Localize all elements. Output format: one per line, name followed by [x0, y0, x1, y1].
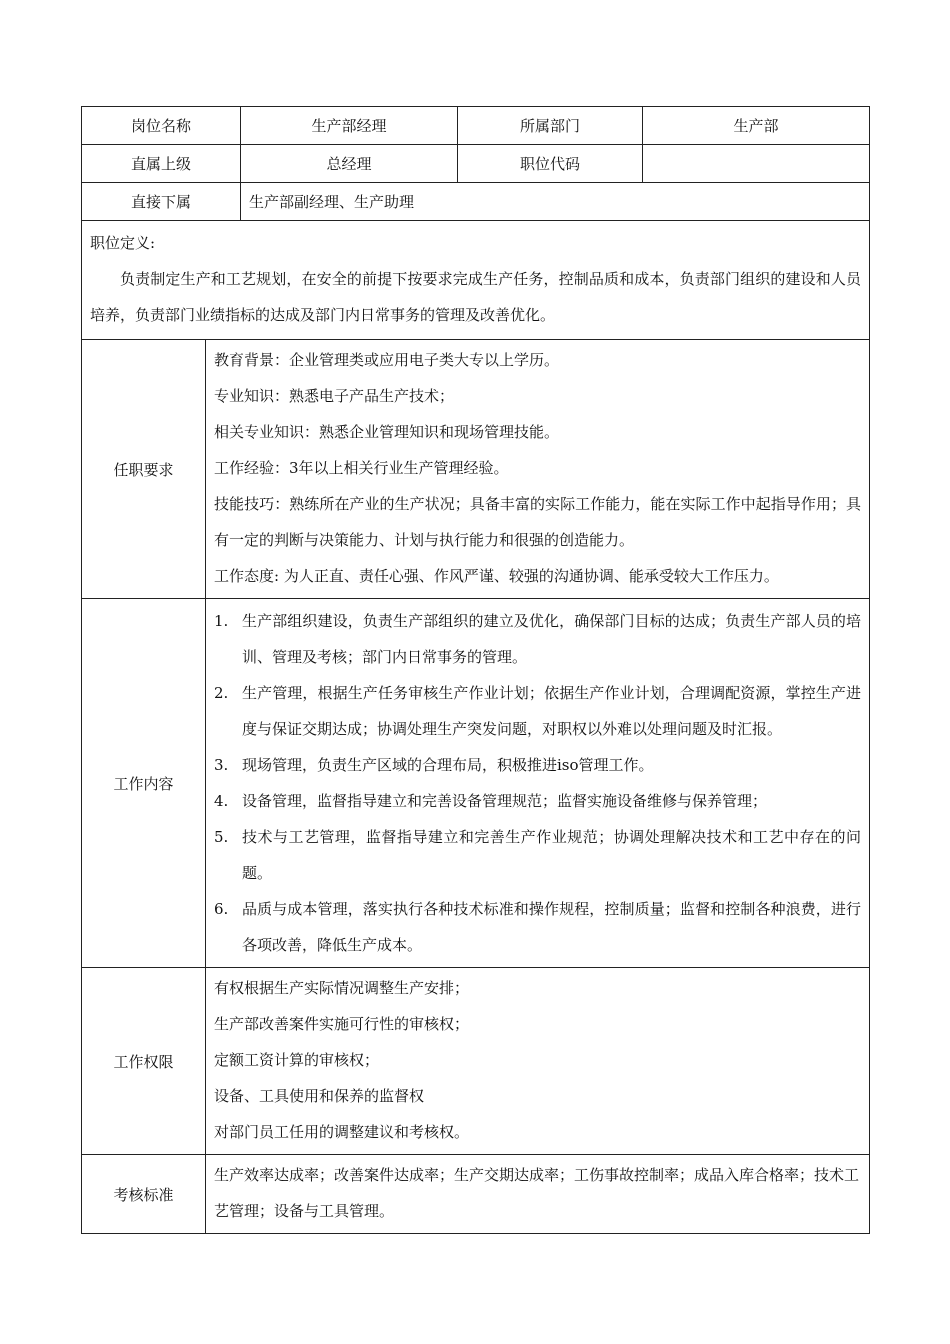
duty-text: 品质与成本管理，落实执行各种技术标准和操作规程，控制质量；监督和控制各种浪费，进行各项改善，降低生产成本。 [242, 900, 862, 954]
job-description-table [81, 106, 870, 1234]
row-authority [82, 968, 870, 1155]
code-label: 职位代码 [458, 145, 643, 183]
definition-title: 职位定义: [90, 234, 156, 252]
requirements-label: 任职要求 [82, 340, 206, 599]
job-description-page [81, 106, 869, 1234]
duty-item [214, 891, 861, 963]
authority-item: 设备、工具使用和保养的监督权 [214, 1087, 425, 1105]
assessment-label: 考核标准 [82, 1155, 206, 1234]
row-superior [82, 145, 870, 183]
requirement-item: 教育背景：企业管理类或应用电子类大专以上学历。 [214, 351, 560, 369]
position-value: 生产部经理 [241, 107, 458, 145]
duties-cell [206, 599, 870, 968]
duty-text: 生产部组织建设，负责生产部组织的建立及优化，确保部门目标的达成；负责生产部人员的培训、管理及考核；部门内日常事务的管理。 [242, 612, 862, 666]
authority-list [206, 968, 870, 1155]
duty-text: 生产管理，根据生产任务审核生产作业计划；依据生产作业计划，合理调配资源，掌控生产进度与保证交期达成；协调处理生产突发问题，对职权以外难以处理问题及时汇报。 [242, 684, 862, 738]
authority-item: 定额工资计算的审核权； [214, 1051, 380, 1069]
row-duties [82, 599, 870, 968]
authority-item: 对部门员工任用的调整建议和考核权。 [214, 1123, 470, 1141]
requirement-item: 相关专业知识：熟悉企业管理知识和现场管理技能。 [214, 423, 560, 441]
authority-item: 生产部改善案件实施可行性的审核权； [214, 1015, 470, 1033]
subordinate-value: 生产部副经理、生产助理 [241, 183, 870, 221]
duty-item [214, 747, 861, 783]
subordinate-label: 直接下属 [82, 183, 241, 221]
duty-number: 5. [214, 828, 229, 846]
requirement-item: 工作态度: 为人正直、责任心强、作风严谨、较强的沟通协调、能承受较大工作压力。 [214, 567, 779, 585]
dept-label: 所属部门 [458, 107, 643, 145]
position-label: 岗位名称 [82, 107, 241, 145]
duty-item [214, 783, 861, 819]
duty-text: 设备管理，监督指导建立和完善设备管理规范；监督实施设备维修与保养管理； [242, 792, 768, 810]
superior-value: 总经理 [241, 145, 458, 183]
dept-value: 生产部 [643, 107, 870, 145]
duty-number: 3. [214, 756, 229, 774]
duty-text: 技术与工艺管理，监督指导建立和完善生产作业规范；协调处理解决技术和工艺中存在的问题。 [242, 828, 862, 882]
assessment-text: 生产效率达成率；改善案件达成率；生产交期达成率；工伤事故控制率；成品入库合格率；技术工艺管理；设备与工具管理。 [206, 1155, 870, 1234]
duty-number: 1. [214, 612, 229, 630]
row-assessment [82, 1155, 870, 1234]
duty-number: 4. [214, 792, 229, 810]
duties-label: 工作内容 [82, 599, 206, 968]
superior-label: 直属上级 [82, 145, 241, 183]
row-subordinate [82, 183, 870, 221]
duty-number: 6. [214, 900, 229, 918]
requirement-item: 专业知识：熟悉电子产品生产技术； [214, 387, 455, 405]
requirement-item: 技能技巧：熟练所在产业的生产状况；具备丰富的实际工作能力，能在实际工作中起指导作用；具有一定的判断与决策能力、计划与执行能力和很强的创造能力。 [214, 495, 862, 549]
requirements-list [206, 340, 870, 599]
code-value [643, 145, 870, 183]
duty-item [214, 675, 861, 747]
row-definition [82, 221, 870, 340]
definition-cell [82, 221, 870, 340]
authority-label: 工作权限 [82, 968, 206, 1155]
row-requirements [82, 340, 870, 599]
requirement-item: 工作经验：3年以上相关行业生产管理经验。 [214, 459, 509, 477]
duty-item [214, 819, 861, 891]
row-position [82, 107, 870, 145]
duty-item [214, 603, 861, 675]
definition-text: 负责制定生产和工艺规划，在安全的前提下按要求完成生产任务，控制品质和成本，负责部门组织的建设和人员培养，负责部门业绩指标的达成及部门内日常事务的管理及改善优化。 [90, 270, 862, 324]
duty-number: 2. [214, 684, 229, 702]
duty-text: 现场管理，负责生产区域的合理布局，积极推进iso管理工作。 [242, 756, 654, 774]
duties-list [206, 599, 869, 967]
authority-item: 有权根据生产实际情况调整生产安排； [214, 979, 470, 997]
